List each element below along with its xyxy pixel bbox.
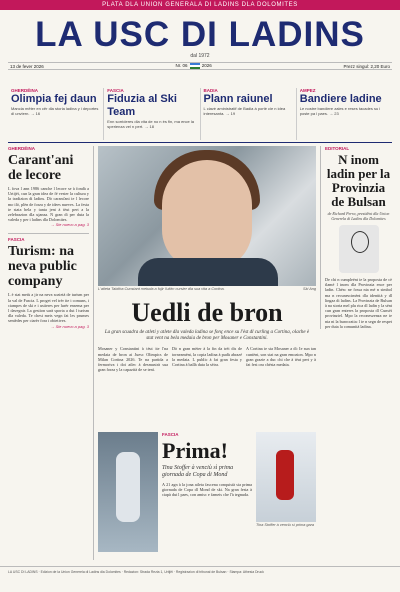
page-footer: LA USC DI LADINS · Edizion de la Union Generela di Ladins dla Dolomites · Redazion: Strada Rezia 1, Urtijëi · Registrazion dl tribunal de Bulsan · Stampa: Athesia Druck (0, 566, 400, 592)
article-kicker: GHERDËINA (8, 146, 36, 151)
divider (8, 233, 89, 234)
teaser-title: Plann raiunel (203, 93, 273, 105)
issue-number: Nr. 06 2026 (175, 63, 212, 69)
teaser-text: Enn sorrideres dla vita de no n ès fin, ma ence la sperienza vel n pert. → 18 (107, 119, 194, 129)
teaser-text: L ciavè aministratif de Badia à portè cie n idea interesanta. → 19 (203, 106, 286, 116)
section-divider (8, 142, 392, 143)
skier-photo (98, 432, 158, 552)
continued-link[interactable]: → Sie nuevo a pag. 3 (50, 222, 89, 228)
teaser-badia[interactable] (201, 88, 297, 140)
editorial-kicker: EDITORIAL (325, 146, 350, 151)
lead-dek: La gran scuadra de atleti y atlete dla valeda ladina se fonç ence su l'èst dl curling a Cortina, olache è stat vent na bela medaia de bron per Mosaner e Constantini. (104, 330, 310, 342)
lead-body-col3: A Cortina ie sta Mosaner a dì: Ie sun tan cuntënt, son stat na gran emozion. Mpo n gran grazie a duc chi che à tëut pert y à fat fest ora chësta medaia. (246, 346, 316, 368)
main-article (98, 146, 316, 372)
article-body: L fova l ann 1986 canche l lecore se à fondà a Urtijëi, cun la gran idea de fé vester la cultura y la tradizion di ladins. Dò carant'ani ie l lecore mo iló, plën de forza y de idees nueves. La festa ie stata bela y tanta jent à tëut pert a la zelebrazion dla ujanza. N gran dì per duta la valeda y per i ladins dla Dolomites. (8, 186, 89, 223)
editorial-body: De chi n cumpleënt ie la proposta de cë tlamé l inom dla Provinzia ence per ladin. Chësc ne fossa nia mé n simbol ma n recunescimënt dla identità y dl lingaz di ladins. La Provinzia de Bulsan à na storia mel plu rica dl ladin y la sënt cun gran enteres la proposta dl Cunsëi provinziel. Mpo la reconeszenza ne ie nia ni la burocratia: l ie n segn de respet per duta la comunità ladina. (325, 277, 392, 329)
teaser-row (8, 88, 392, 140)
secondary-dek: Tina Stoffer à venciù sì prima giornada de Copa di Mond (162, 465, 234, 478)
skier-photo-2 (256, 432, 316, 522)
ladin-flag-icon (190, 63, 200, 69)
info-bar (8, 62, 392, 70)
right-column (320, 146, 392, 329)
lead-body (98, 346, 316, 372)
lead-photo (98, 146, 316, 286)
continued-link[interactable]: → Sie nuevo a pag. 3 (50, 323, 89, 329)
teaser-ampez[interactable] (297, 88, 392, 140)
editorial-byline: de Richard Perra, presidënt dla Union Generela di Ladins dla Dolomites (327, 211, 390, 221)
teaser-title: Bandiere ladine (299, 93, 382, 105)
secondary-photo-block (256, 432, 316, 552)
left-column (8, 146, 94, 560)
masthead (0, 10, 400, 60)
lead-body-col1: Mosaner y Constantini à tëut ite l'na medaia de bron ai Juesc Olimpics de Milan Cortina 2026. Te na partida a fermoriva i doi atlec à desmustrà sua gran forza y la capazità de se tenì. (98, 346, 168, 373)
lead-body-col2: Dò n gran mëter à la fin da trëi dis de torneamënt, la copia ladina à pudù abrazé la medaia. L public à fat gran festa y Cortina à ballà duta la sëira. (172, 346, 242, 368)
teaser-kicker: BADIA (203, 88, 218, 93)
teaser-kicker: AMPEZ (299, 88, 316, 93)
secondary-article (98, 432, 316, 552)
photo-face (162, 160, 252, 270)
teaser-text: Le nostre bandiere zales e reses tacades su i poste pa l paes. → 23 (299, 106, 381, 116)
article-body: L è stat metù a jir na neva sozietà de turism per la val de Fascia. L proget vel trèr ite i comuns, i ciampes de ski e i ustieres per lurèr ensema per l davegnir. La gestion sarà sporta a dut l turism dla valeda. Te chest meis vegn fat les prumes sentèdes per ciarèr fora i obietives. (8, 292, 89, 324)
article-title: Turism: na neva public company (8, 244, 77, 290)
photo-credit: Ski Ang (303, 287, 316, 291)
article-kicker: FASCIA (8, 237, 25, 243)
secondary-body: A 21 agn à la jona atleta fascena conquistà sia prima giornada de Copa dl Mond de ski. Na gran festa à ciapà dut l paes, con amisc e fameis che l'à tegnuda. (162, 482, 252, 498)
teaser-text: Mancia mëter en cër dla storia ladina y i deportes dl unviern. → 16 (11, 106, 99, 116)
photo-jacket (138, 258, 278, 286)
top-banner: PLATA DLA UNION GENERALA DI LADINS DLA DOLOMITES (0, 0, 400, 10)
photo-caption: L'atleta Tabitha Cunstant metuda a fujir l'ultim cursier dla sua vita a Cortina. Ski Ang (98, 287, 316, 291)
teaser-fascia[interactable] (104, 88, 200, 140)
masthead-subtitle: dal 1972 (190, 53, 210, 59)
article-title: Carant'ani de lecore (8, 153, 74, 183)
teaser-kicker: GHERDËINA (11, 88, 39, 93)
teaser-kicker: FASCIA (107, 88, 124, 93)
issue-date: 13 de fever 2026 (10, 63, 44, 69)
secondary-kicker: FASCIA (162, 432, 179, 437)
teaser-title: Olimpia fej daun (11, 93, 97, 105)
price: Prezz singul: 2,20 Euro (343, 63, 390, 69)
secondary-text (162, 432, 252, 552)
secondary-title: Prima! (162, 438, 228, 463)
author-portrait (339, 225, 379, 273)
editorial-title: N inom ladin per la Provinzia de Bulsan (326, 152, 391, 209)
secondary-caption: Tina Stoffer à venciù sì prima gara (256, 523, 315, 527)
lead-headline: Uedli de bron (131, 298, 283, 327)
teaser-gherdeina[interactable] (8, 88, 104, 140)
teaser-title: Fiduzia al Ski Team (107, 93, 177, 118)
masthead-title: LA USC DI LADINS (35, 15, 365, 54)
